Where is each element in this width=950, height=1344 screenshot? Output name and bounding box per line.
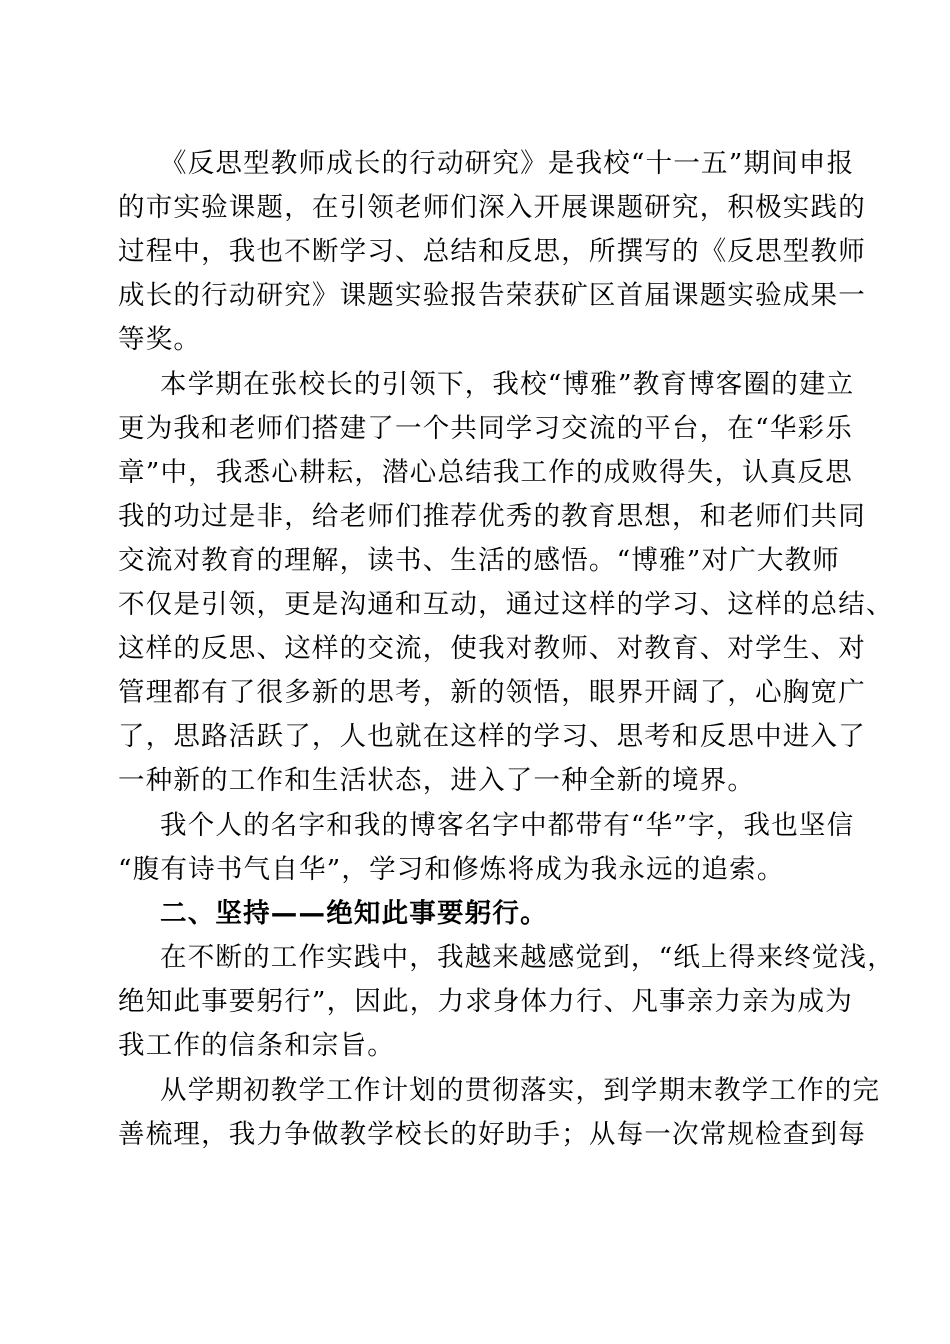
paragraph-1-line-4: 成长的行动研究》课题实验报告荣获矿区首届课题实验成果一 [118, 280, 866, 311]
paragraph-3-line-2: “腹有诗书气自华”，学习和修炼将成为我永远的追索。 [118, 854, 785, 885]
paragraph-3-line-1: 我个人的名字和我的博客名字中都带有“华”字，我也坚信 [160, 810, 855, 841]
paragraph-2-line-5: 交流对教育的理解，读书、生活的感悟。“博雅”对广大教师 [118, 545, 840, 576]
paragraph-2-line-8: 管理都有了很多新的思考，新的领悟，眼界开阔了，心胸宽广 [118, 677, 866, 708]
paragraph-1-line-2: 的市实验课题，在引领老师们深入开展课题研究，积极实践的 [118, 192, 866, 223]
section-heading: 二、坚持——绝知此事要躬行。 [160, 898, 548, 929]
paragraph-5-line-2: 善梳理，我力争做教学校长的好助手；从每一次常规检查到每 [118, 1119, 866, 1150]
paragraph-2-line-9: 了，思路活跃了，人也就在这样的学习、思考和反思中进入了 [118, 721, 866, 752]
paragraph-4-line-2: 绝知此事要躬行”，因此，力求身体力行、凡事亲力亲为成为 [118, 986, 853, 1017]
paragraph-1-line-3: 过程中，我也不断学习、总结和反思，所撰写的《反思型教师 [118, 236, 866, 267]
paragraph-5-line-1: 从学期初教学工作计划的贯彻落实，到学期末教学工作的完 [160, 1075, 881, 1106]
paragraph-2-line-3: 章”中，我悉心耕耘，潜心总结我工作的成败得失，认真反思 [118, 457, 853, 488]
paragraph-2-line-4: 我的功过是非，给老师们推荐优秀的教育思想，和老师们共同 [118, 501, 866, 532]
paragraph-2-line-10: 一种新的工作和生活状态，进入了一种全新的境界。 [118, 765, 756, 796]
paragraph-1-line-5: 等奖。 [118, 324, 202, 355]
paragraph-2-line-1: 本学期在张校长的引领下，我校“博雅”教育博客圈的建立 [160, 369, 855, 400]
paragraph-2-line-6: 不仅是引领，更是沟通和互动，通过这样的学习、这样的总结、 [118, 589, 894, 620]
paragraph-1-line-1: 《反思型教师成长的行动研究》是我校“十一五”期间申报 [160, 148, 855, 179]
paragraph-2-line-7: 这样的反思、这样的交流，使我对教师、对教育、对学生、对 [118, 633, 866, 664]
paragraph-4-line-3: 我工作的信条和宗旨。 [118, 1030, 395, 1061]
paragraph-4-line-1: 在不断的工作实践中，我越来越感觉到，“纸上得来终觉浅， [160, 942, 895, 973]
paragraph-2-line-2: 更为我和老师们搭建了一个共同学习交流的平台，在“华彩乐 [118, 413, 853, 444]
